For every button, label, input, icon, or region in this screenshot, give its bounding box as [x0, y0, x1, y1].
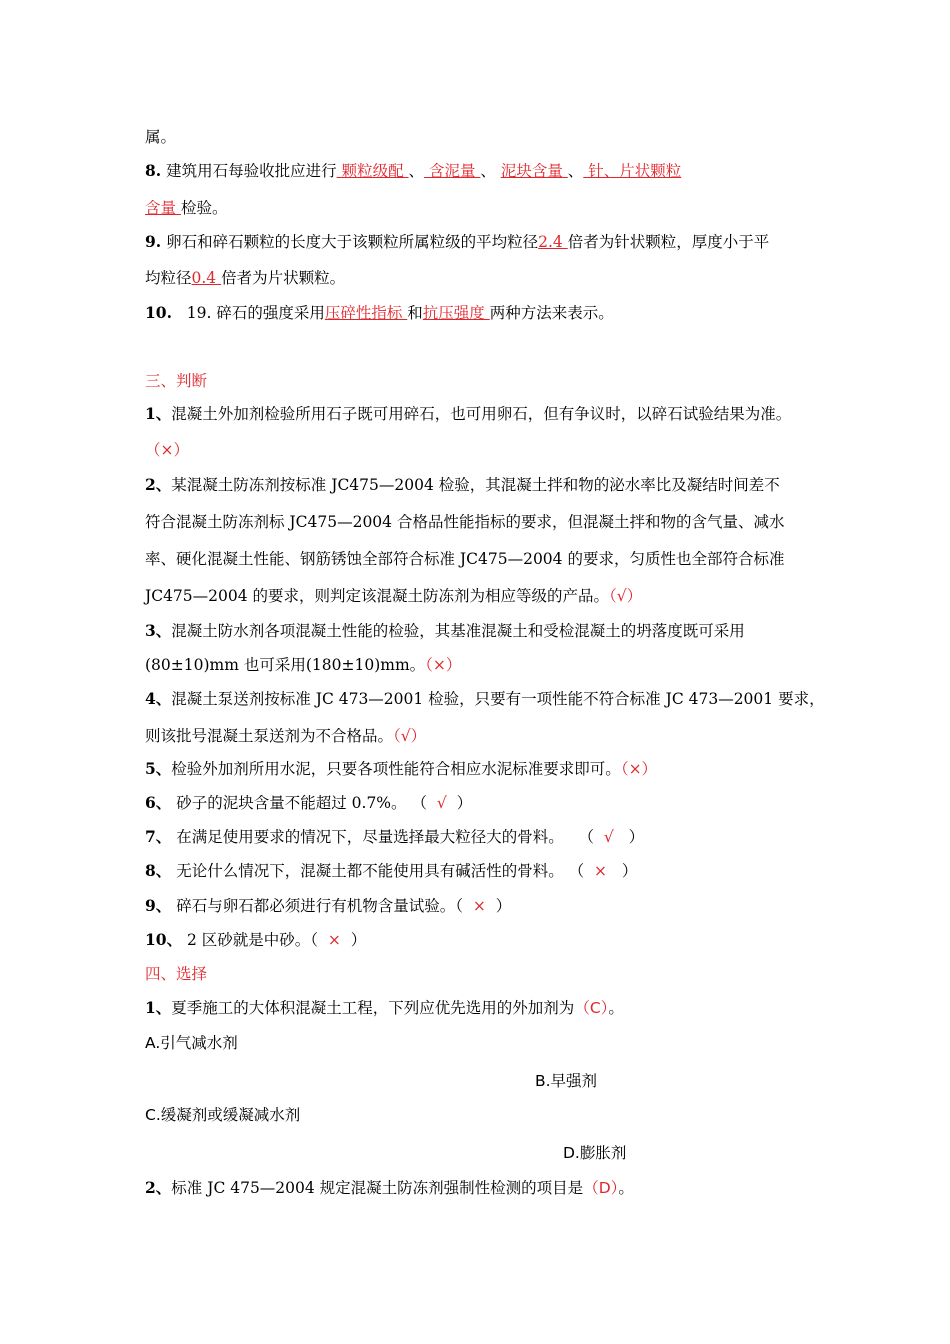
judgement-4-line2: 则该批号混凝土泵送剂为不合格品。（√）	[145, 727, 427, 745]
judgement-1: 1、混凝土外加剂检验所用石子既可用碎石，也可用卵石，但有争议时，以碎石试验结果为准。	[145, 404, 792, 423]
choice-1: 1、夏季施工的大体积混凝土工程，下列应优先选用的外加剂为（C）。	[145, 998, 624, 1017]
judgement-2-line4: JC475—2004 的要求，则判定该混凝土防冻剂为相应等级的产品。（√）	[145, 587, 643, 605]
judgement-8-answer: ×	[594, 862, 608, 880]
judgement-6: 6、 砂子的泥块含量不能超过 0.7%。 （ √ ）	[145, 793, 473, 812]
section-title-choice: 四、选择	[145, 965, 208, 983]
choice-1-option-d: D.膨胀剂	[563, 1144, 627, 1162]
judgement-3: 3、混凝土防水剂各项混凝土性能的检验，其基准混凝土和受检混凝土的坍落度既可采用	[145, 621, 745, 640]
judgement-4-answer: （√）	[393, 727, 427, 745]
continuation-line: 属。	[145, 128, 177, 146]
judgement-2-line3: 率、硬化混凝土性能、钢筋锈蚀全部符合标准 JC475—2004 的要求，匀质性也全部符合标准	[145, 550, 785, 568]
choice-2: 2、标准 JC 475—2004 规定混凝土防冻剂强制性检测的项目是（D）。	[145, 1178, 634, 1197]
question-9-cont: 均粒径0.4 倍者为片状颗粒。	[145, 269, 346, 287]
question-8-cont: 含量 检验。	[145, 199, 228, 217]
judgement-2-answer: （√）	[609, 587, 643, 605]
judgement-7-answer: √	[603, 828, 614, 846]
judgement-8: 8、 无论什么情况下，混凝土都不能使用具有碱活性的骨料。 （ × ）	[145, 861, 638, 880]
judgement-1-answer: （×）	[145, 441, 189, 459]
choice-1-option-b: B.早强剂	[535, 1072, 598, 1090]
judgement-10-answer: ×	[327, 931, 341, 949]
answer-crush-index: 压碎性指标	[324, 304, 408, 322]
answer-flaky-particles: 针、片状颗粒	[583, 162, 682, 180]
answer-compressive-strength: 抗压强度	[422, 304, 490, 322]
choice-1-option-a: A.引气减水剂	[145, 1034, 238, 1052]
judgement-6-answer: √	[436, 794, 447, 812]
question-10: 10. 19. 碎石的强度采用压碎性指标 和抗压强度 两种方法来表示。	[145, 303, 614, 322]
judgement-7: 7、 在满足使用要求的情况下，尽量选择最大粒径大的骨料。 （ √ ）	[145, 827, 645, 846]
judgement-10: 10、 2 区砂就是中砂。（ × ）	[145, 930, 367, 949]
judgement-2-line2: 符合混凝土防冻剂标 JC475—2004 合格品性能指标的要求，但混凝土拌和物的含气量、减水	[145, 513, 785, 531]
judgement-5: 5、检验外加剂所用水泥，只要各项性能符合相应水泥标准要求即可。（×）	[145, 759, 658, 778]
answer-flake-ratio: 0.4	[191, 269, 222, 287]
choice-2-answer: （D）	[583, 1179, 619, 1197]
answer-clay-lump: 泥块含量	[500, 162, 568, 180]
judgement-9: 9、 碎石与卵石都必须进行有机物含量试验。（ × ）	[145, 896, 512, 915]
answer-clay-content: 含泥量	[424, 162, 481, 180]
section-title-judgement: 三、判断	[145, 372, 208, 390]
answer-needle-ratio: 2.4	[538, 233, 568, 251]
judgement-4: 4、混凝土泵送剂按标准 JC 473—2001 检验，只要有一项性能不符合标准 JC 473—2001 要求，	[145, 689, 825, 708]
answer-grading: 颗粒级配	[336, 162, 409, 180]
choice-1-option-c: C.缓凝剂或缓凝减水剂	[145, 1106, 301, 1124]
judgement-2: 2、某混凝土防冻剂按标准 JC475—2004 检验，其混凝土拌和物的泌水率比及凝结时间差不	[145, 475, 780, 494]
judgement-3-answer: （×）	[425, 656, 462, 674]
judgement-5-answer: （×）	[620, 760, 658, 778]
judgement-3-line2: (80±10)mm 也可采用(180±10)mm。（×）	[145, 656, 462, 674]
choice-1-answer: （C）	[574, 999, 609, 1017]
question-8: 8. 建筑用石每验收批应进行 颗粒级配 、 含泥量 、 泥块含量 、 针、片状颗粒	[145, 161, 682, 180]
question-9: 9. 卵石和碎石颗粒的长度大于该颗粒所属粒级的平均粒径2.4 倍者为针状颗粒，厚度小于平	[145, 232, 770, 251]
judgement-9-answer: ×	[472, 897, 486, 915]
